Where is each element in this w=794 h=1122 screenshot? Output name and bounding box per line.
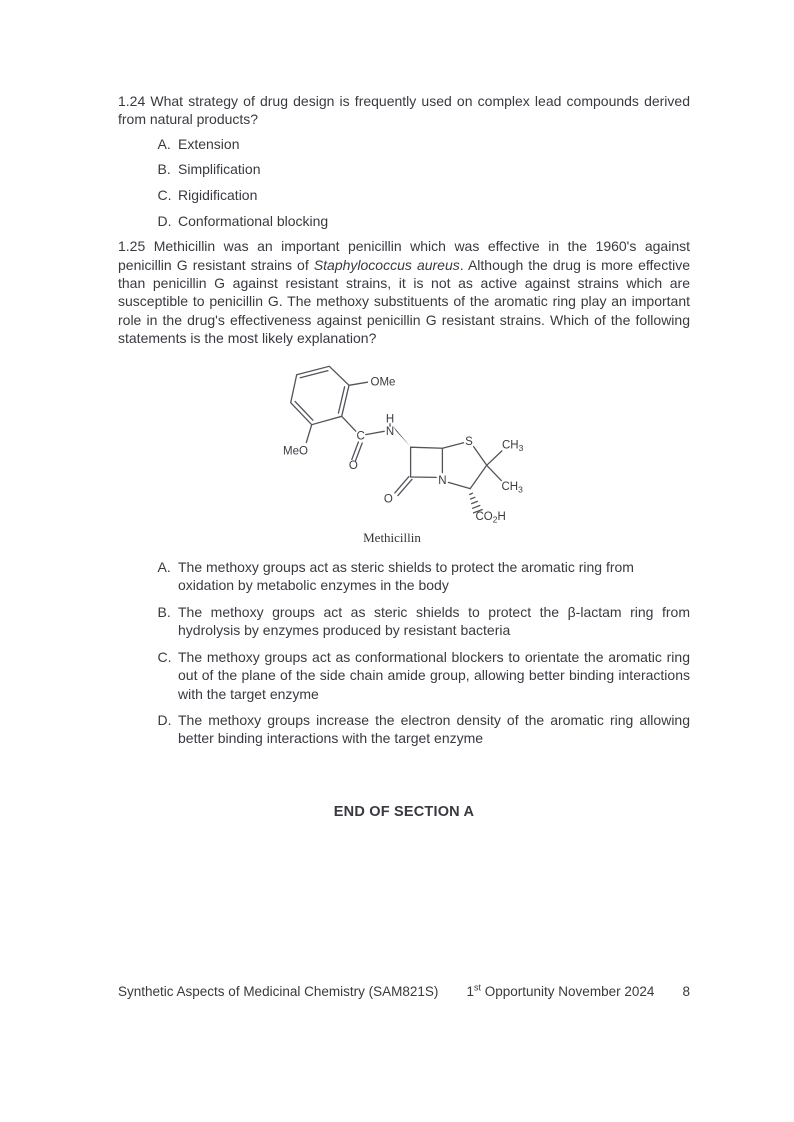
option-text: The methoxy groups increase the electron density of the aromatic ring allowing better binding interactions with the target enzyme <box>178 712 690 747</box>
question-1-25-options <box>158 558 691 748</box>
option-text: The methoxy groups act as steric shields to protect the aromatic ring from oxidation by metabolic enzymes in the body <box>178 559 634 594</box>
question-1-25-part2: . Although the drug is more effective than penicillin G against resistant strains, it is not as active against strains which are susceptible to penicillin G. The methoxy substituents of the aromatic ring play an important role in the drug's effectiveness against penicillin G resistant strains. Which of the following statements is the most likely explanation? <box>118 256 690 346</box>
structure-caption: Methicillin <box>363 530 421 546</box>
option-1-24-a <box>158 135 691 153</box>
footer-opportunity-superscript: st <box>474 982 482 993</box>
option-1-25-b <box>158 603 691 640</box>
atom-label-meo: MeO <box>283 445 308 458</box>
atom-label-methyl-top: $CH_3$ <box>502 439 524 454</box>
option-letter: B. <box>157 604 171 621</box>
bond-methyl-bottom <box>487 465 502 480</box>
stereo-wedge-bond <box>393 426 410 447</box>
end-of-section-heading: END OF SECTION A <box>333 803 475 820</box>
question-1-24-text: 1.24 What strategy of drug design is frequently used on complex lead compounds derived from natural products? <box>118 93 690 128</box>
atom-label-ring-n: N <box>438 475 447 488</box>
option-letter: B. <box>157 161 171 178</box>
option-1-24-c <box>158 186 691 204</box>
atom-label-ome: OMe <box>370 376 396 389</box>
option-1-24-d <box>158 212 691 230</box>
question-1-24-options <box>158 135 691 230</box>
methicillin-structure-diagram <box>280 352 540 552</box>
option-1-25-c <box>158 648 691 703</box>
question-1-25-part1: 1.25 Methicillin was an important penicillin which was effective in the 1960's against penicillin G resistant strains of <box>118 238 690 273</box>
methicillin-structure-figure <box>280 352 540 552</box>
option-1-25-d <box>158 711 691 748</box>
atom-label-sulfur: S <box>465 435 473 448</box>
bond-ring-carbonyl <box>342 416 356 431</box>
bond-methyl-top <box>487 451 502 465</box>
bond-meo <box>306 425 311 443</box>
option-text: Conformational blocking <box>178 212 329 229</box>
footer-course-title: Synthetic Aspects of Medicinal Chemistry (SAM821S) <box>118 984 439 999</box>
option-letter: A. <box>157 559 171 576</box>
bond-c-n <box>366 431 384 434</box>
option-letter: A. <box>157 135 171 152</box>
lactam-carbonyl-double-bond <box>395 477 412 496</box>
option-letter: D. <box>157 712 172 729</box>
beta-lactam-ring <box>411 447 443 477</box>
option-text: The methoxy groups act as conformational blockers to orientate the aromatic ring out of the plane of the side chain amide group, allowing better binding interactions with the target enzyme <box>178 648 690 702</box>
thiazolidine-ring <box>442 443 486 489</box>
benzene-ring <box>291 366 349 424</box>
amide-carbonyl-double-bond <box>352 442 362 461</box>
atom-label-amide-n: N <box>385 426 395 439</box>
italic-species-name: Staphylococcus aureus <box>313 256 460 273</box>
option-letter: C. <box>157 648 172 665</box>
option-text: Simplification <box>178 161 261 178</box>
atom-label-amide-h: H <box>385 413 395 426</box>
atom-label-methyl-bottom: $CH_3$ <box>501 480 523 495</box>
question-1-25-text <box>118 237 690 347</box>
option-text: Rigidification <box>178 186 258 203</box>
hashed-stereo-bond <box>470 493 483 513</box>
atom-label-ring-o: O <box>383 493 393 506</box>
option-text: The methoxy groups act as steric shields to protect the β-lactam ring from hydrolysis by enzymes produced by resistant bacteria <box>178 604 690 639</box>
option-text: Extension <box>178 135 240 152</box>
footer-opportunity: 1st Opportunity November 2024 <box>466 982 655 999</box>
option-letter: C. <box>157 186 172 203</box>
atom-label-carbonyl-c: C <box>356 430 365 443</box>
page-footer <box>118 984 690 999</box>
atom-label-carboxylic-acid: $CO_2H$ <box>475 511 506 525</box>
option-1-25-a <box>158 558 691 595</box>
atom-label-amide-o: O <box>348 459 358 472</box>
option-letter: D. <box>157 212 172 229</box>
option-1-24-b <box>158 160 691 178</box>
footer-page-number: 8 <box>682 984 690 999</box>
bond-ome <box>349 382 368 385</box>
